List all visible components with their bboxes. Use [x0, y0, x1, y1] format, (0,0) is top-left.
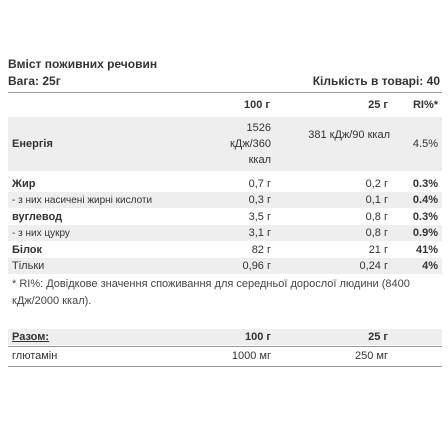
- col-per100: 100 г: [244, 99, 270, 111]
- row-per100: 1000 мг: [231, 350, 271, 362]
- row-name: Жир: [12, 178, 36, 190]
- row-ri: 0.3%: [412, 211, 438, 223]
- col-per25: 25 г: [368, 99, 388, 111]
- row-name: Білок: [12, 244, 43, 256]
- row-per25: 0,8 г: [365, 227, 388, 239]
- row-name: вуглевод: [12, 211, 63, 223]
- row-per100: 0,96 г: [242, 260, 271, 272]
- row-per25: 0,1 г: [365, 194, 388, 206]
- serving-size: Вага: 25г: [8, 74, 61, 88]
- row-per25: 381 кДж/90 ккал: [308, 129, 390, 141]
- servings-per-package: Кількість в товарі: 40: [312, 74, 440, 88]
- row-ri: 0.3%: [412, 178, 438, 190]
- row-per100: 1526 кДж/360 ккал: [229, 122, 271, 166]
- row-per25: 0,2 г: [365, 178, 388, 190]
- row-per25: 0,24 г: [359, 260, 388, 272]
- row-per100: 0,7 г: [248, 178, 271, 190]
- ri-footnote: * RI%: Довідкове значення споживання для середньої дорослої людини (8400 кДж/2000 ккал).: [12, 278, 410, 307]
- row-per100: 3,5 г: [248, 211, 271, 223]
- row-name: - з них цукру: [12, 228, 70, 239]
- row-name: глютамін: [12, 350, 58, 362]
- summary-label: Разом:: [12, 331, 50, 343]
- summary-divider: [8, 346, 442, 347]
- row-per100: 82 г: [251, 244, 271, 256]
- row-ri: 4%: [422, 260, 438, 272]
- row-per25: 21 г: [368, 244, 388, 256]
- row-ri: 4.5%: [412, 138, 438, 150]
- row-name: Енергія: [12, 138, 53, 150]
- row-per100: 3,1 г: [248, 227, 271, 239]
- row-name: Тільки: [12, 260, 45, 272]
- row-per25: 250 мг: [355, 350, 388, 362]
- nutrition-title: Вміст поживних речовин: [8, 57, 158, 71]
- summary-per100: 100 г: [245, 331, 271, 343]
- bottom-divider: [8, 366, 442, 367]
- col-ri: RI%*: [412, 99, 438, 111]
- row-ri: 41%: [415, 244, 438, 256]
- summary-per25: 25 г: [368, 331, 388, 343]
- row-ri: 0.9%: [412, 227, 438, 239]
- row-per25: 0,8 г: [365, 211, 388, 223]
- row-per100: 0,3 г: [248, 194, 271, 206]
- row-name: - з них насичені жирні кислоти: [12, 195, 153, 206]
- row-ri: 0.4%: [412, 194, 438, 206]
- header-divider: [8, 92, 442, 93]
